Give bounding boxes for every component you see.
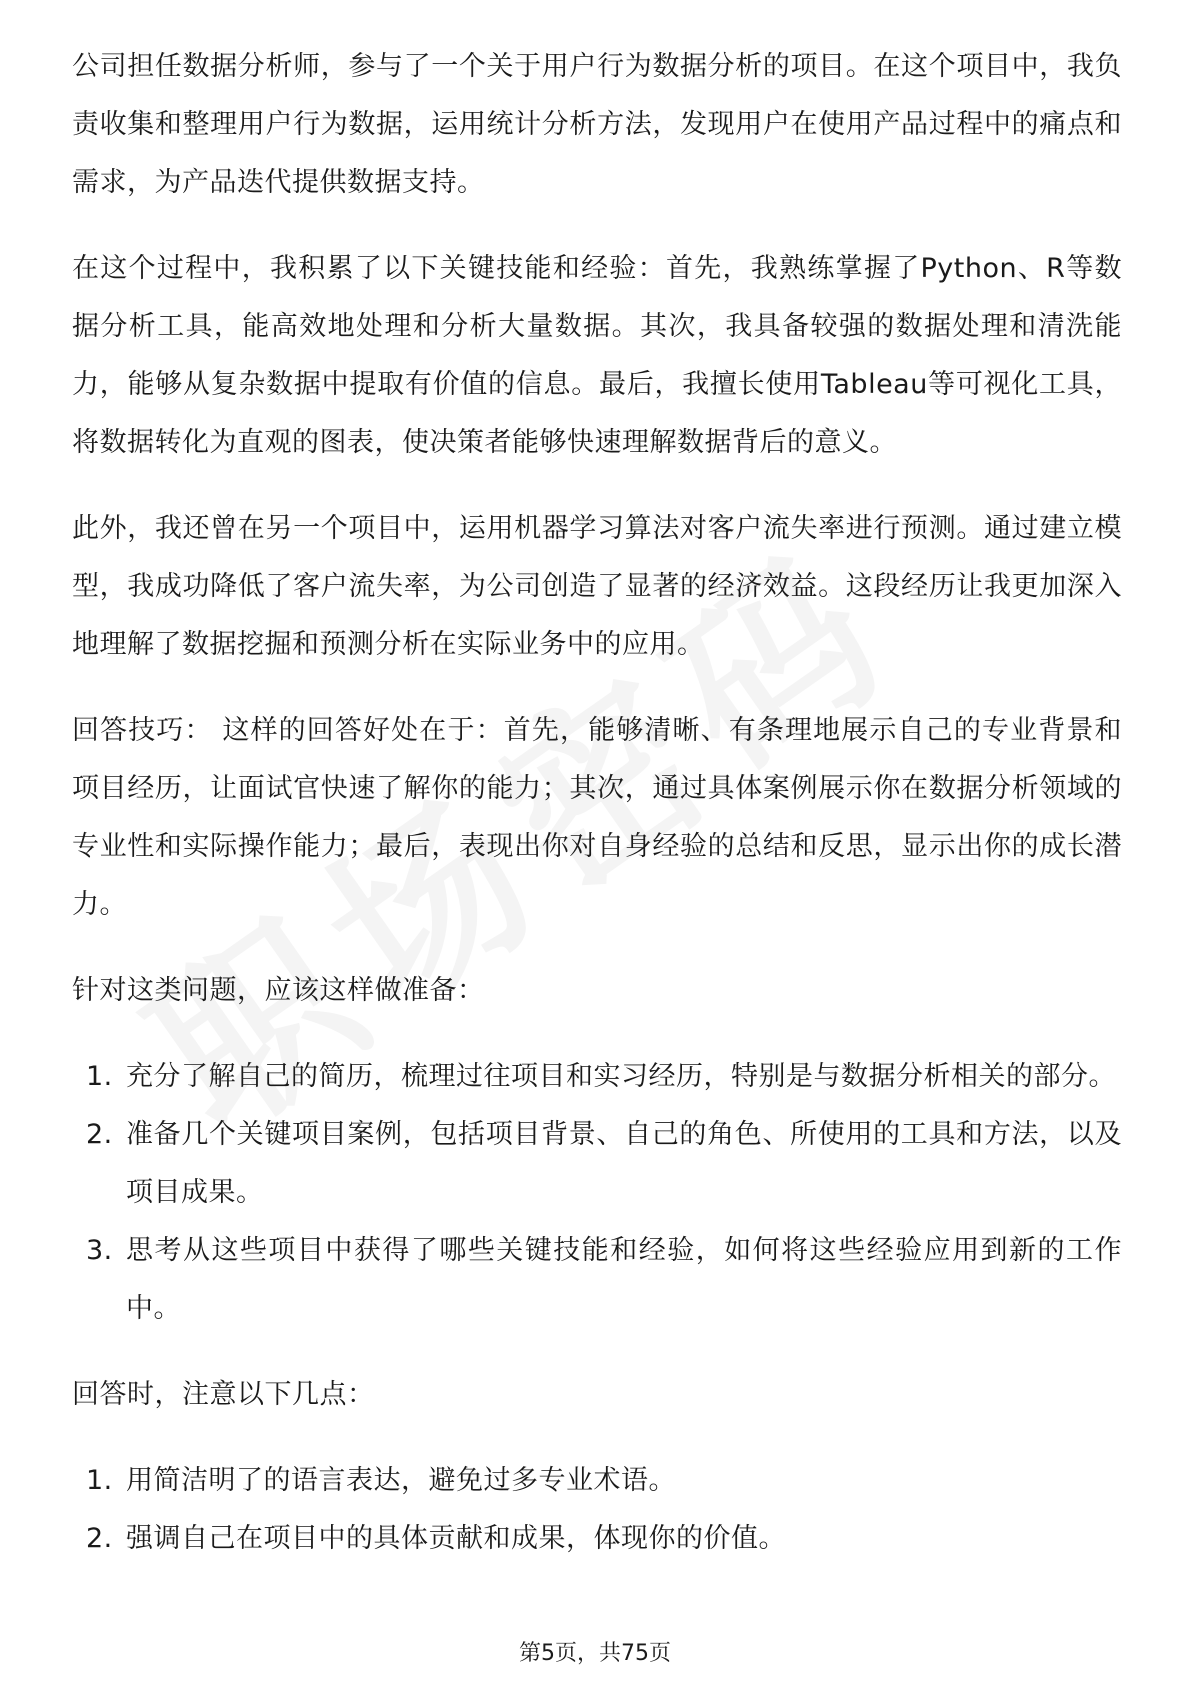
- list-number: 1.: [86, 1061, 113, 1092]
- list-item-text: 用简洁明了的语言表达，避免过多专业术语。: [126, 1465, 676, 1496]
- paragraph-answer-heading: [72, 1366, 1122, 1424]
- list-number: 2.: [86, 1523, 113, 1554]
- paragraph-text: 回答技巧： 这样的回答好处在于：首先，能够清晰、有条理地展示自己的专业背景和项目经历，让面试官快速了解你的能力；其次，通过具体案例展示你在数据分析领域的专业性和实际操作能力；最后，表现出你对自身经验的总结和反思，显示出你的成长潜力。: [72, 715, 1122, 920]
- list-item: [72, 1048, 1122, 1106]
- list-item-text: 准备几个关键项目案例，包括项目背景、自己的角色、所使用的工具和方法，以及项目成果。: [126, 1119, 1122, 1208]
- paragraph-project-experience: [72, 38, 1122, 212]
- page-content: [72, 38, 1122, 1596]
- paragraph-text: 回答时，注意以下几点：: [72, 1379, 375, 1410]
- paragraph-key-skills: [72, 240, 1122, 472]
- paragraph-text: 此外，我还曾在另一个项目中，运用机器学习算法对客户流失率进行预测。通过建立模型，我成功降低了客户流失率，为公司创造了显著的经济效益。这段经历让我更加深入地理解了数据挖掘和预测分析在实际业务中的应用。: [72, 513, 1122, 660]
- prep-list: [72, 1048, 1122, 1338]
- list-number: 3.: [86, 1235, 113, 1266]
- paragraph-text: 公司担任数据分析师，参与了一个关于用户行为数据分析的项目。在这个项目中，我负责收集和整理用户行为数据，运用统计分析方法，发现用户在使用产品过程中的痛点和需求，为产品迭代提供数据支持。: [72, 51, 1122, 198]
- list-item: [72, 1222, 1122, 1338]
- list-number: 2.: [86, 1119, 113, 1150]
- paragraph-ml-project: [72, 500, 1122, 674]
- paragraph-answer-tips: [72, 702, 1122, 934]
- list-number: 1.: [86, 1465, 113, 1496]
- paragraph-text: 针对这类问题，应该这样做准备：: [72, 975, 485, 1006]
- list-item-text: 充分了解自己的简历，梳理过往项目和实习经历，特别是与数据分析相关的部分。: [126, 1061, 1116, 1092]
- list-item-text: 思考从这些项目中获得了哪些关键技能和经验，如何将这些经验应用到新的工作中。: [126, 1235, 1122, 1324]
- list-item: [72, 1510, 1122, 1568]
- answer-list: [72, 1452, 1122, 1568]
- list-item-text: 强调自己在项目中的具体贡献和成果，体现你的价值。: [126, 1523, 786, 1554]
- list-item: [72, 1452, 1122, 1510]
- paragraph-prep-heading: [72, 962, 1122, 1020]
- paragraph-text: 在这个过程中，我积累了以下关键技能和经验：首先，我熟练掌握了Python、R等数据分析工具，能高效地处理和分析大量数据。其次，我具备较强的数据处理和清洗能力，能够从复杂数据中提取有价值的信息。最后，我擅长使用Tableau等可视化工具，将数据转化为直观的图表，使决策者能够快速理解数据背后的意义。: [72, 253, 1122, 458]
- page-footer: 第5页，共75页: [519, 1641, 671, 1666]
- list-item: [72, 1106, 1122, 1222]
